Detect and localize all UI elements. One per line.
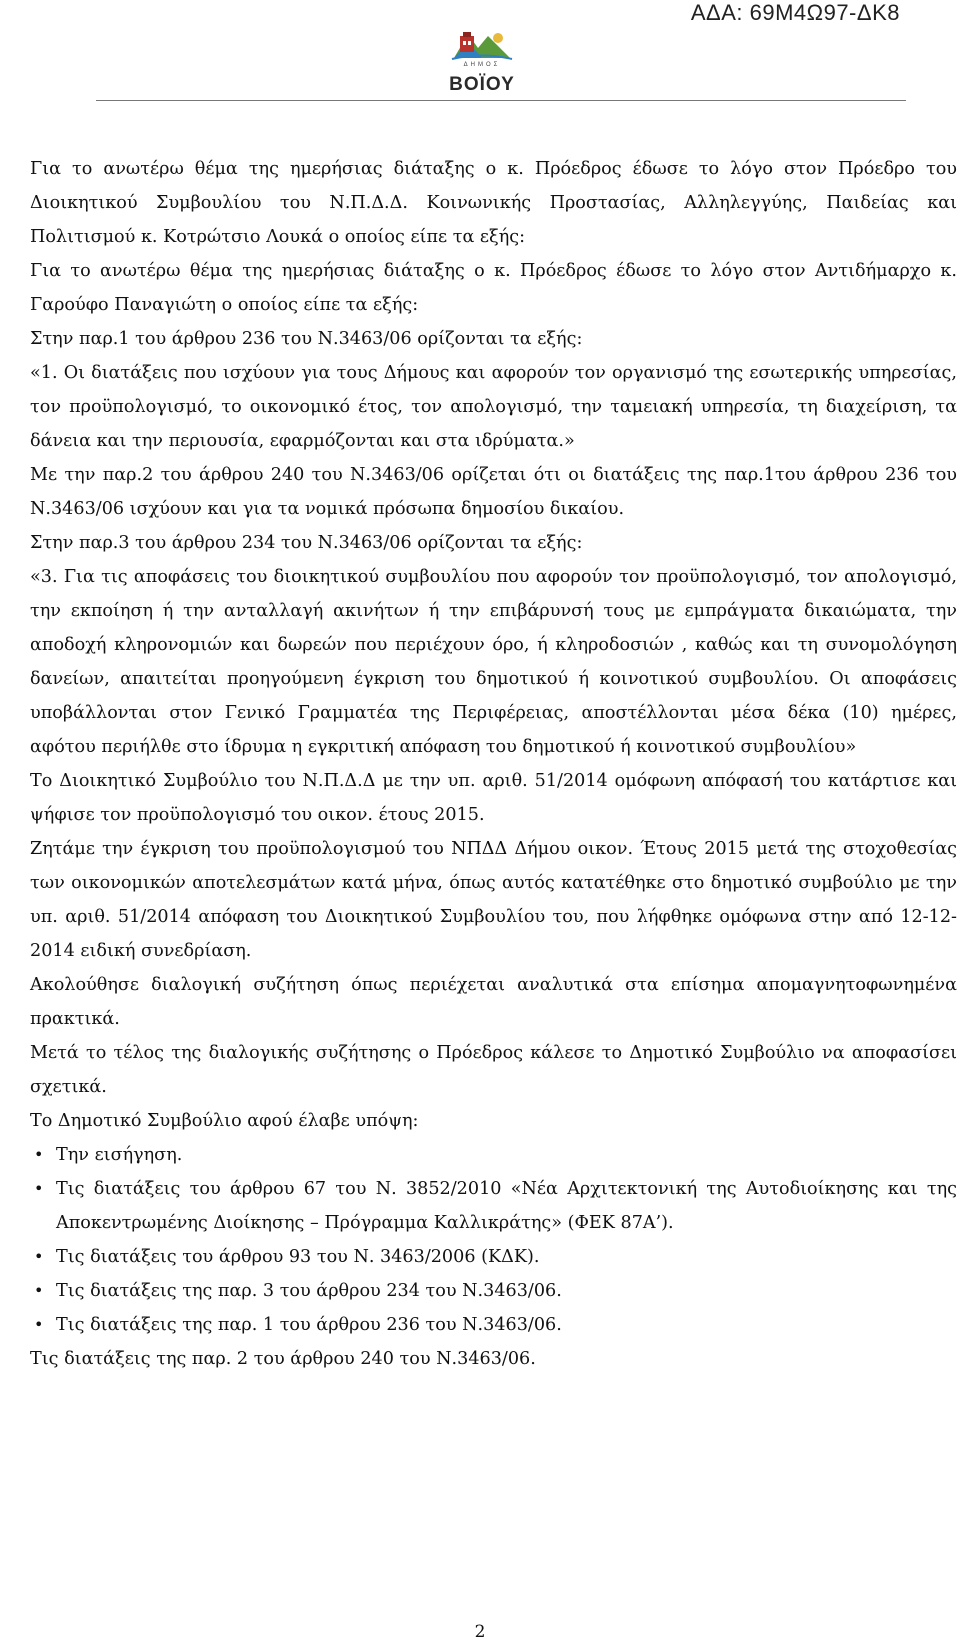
list-item-text: Τις διατάξεις της παρ. 3 του άρθρου 234 του Ν.3463/06. <box>56 1281 562 1301</box>
paragraph: Το Διοικητικό Συμβούλιο του Ν.Π.Δ.Δ με την υπ. αριθ. 51/2014 ομόφωνη απόφασή του κατάρτισε και ψήφισε τον προϋπολογισμό του οικον. έτους 2015. <box>30 771 957 825</box>
list-item <box>30 1274 957 1308</box>
paragraph: Ζητάμε την έγκριση του προϋπολογισμού του ΝΠΔΔ Δήμου οικον. Έτους 2015 μετά της στοχοθεσίας των οικονομικών αποτελεσμάτων κατά μήνα, όπως αυτός κατατέθηκε στο δημοτικό συμβούλιο με την υπ. αριθ. 51/2014 απόφαση του Διοικητικού Συμβουλίου του, που λήφθηκε ομόφωνα στην από 12-12-2014 ειδική συνεδρίαση. <box>30 839 957 961</box>
paragraph: Ακολούθησε διαλογική συζήτηση όπως περιέχεται αναλυτικά στα επίσημα απομαγνητοφωνημένα πρακτικά. <box>30 975 957 1029</box>
page-number: 2 <box>474 1622 486 1642</box>
bullet-icon: • <box>34 1179 44 1198</box>
considerations-list <box>30 1138 957 1342</box>
bullet-icon: • <box>34 1145 44 1164</box>
document-body <box>30 152 957 1376</box>
list-item <box>30 1240 957 1274</box>
header-divider <box>96 100 906 101</box>
bullet-icon: • <box>34 1315 44 1334</box>
quoted-paragraph: «3. Για τις αποφάσεις του διοικητικού συμβουλίου που αφορούν τον προϋπολογισμό, τον απολογισμό, την εκποίηση ή την ανταλλαγή ακινήτων ή την επιβάρυνσή τους με εμπράγματα δικαιώματα, την αποδοχή κληρονομιών και δωρεών που περιέχουν όρο, ή κληροδοσιών , καθώς και τη συνομολόγηση δανείων, απαιτείται προηγούμενη έγκριση του δημοτικού ή κοινοτικού συμβουλίου. Οι αποφάσεις υποβάλλονται στον Γενικό Γραμματέα της Περιφέρειας, αποστέλλονται μέσα δέκα (10) ημέρες, αφότου περιήλθε στο ίδρυμα η εγκριτική απόφαση του δημοτικού ή κοινοτικού συμβουλίου» <box>30 567 957 757</box>
closing-line: Τις διατάξεις της παρ. 2 του άρθρου 240 του Ν.3463/06. <box>30 1349 536 1369</box>
bullet-icon: • <box>34 1281 44 1300</box>
paragraph: Στην παρ.1 του άρθρου 236 του Ν.3463/06 ορίζονται τα εξής: <box>30 329 583 349</box>
logo-subtitle: ΔΗΜΟΣ <box>463 62 501 68</box>
list-item-text: Τις διατάξεις του άρθρου 93 του Ν. 3463/2006 (ΚΔΚ). <box>56 1247 540 1267</box>
municipality-logo <box>448 28 516 98</box>
paragraph: Για το ανωτέρω θέμα της ημερήσιας διάταξης ο κ. Πρόεδρος έδωσε το λόγο στον Πρόεδρο του Διοικητικού Συμβουλίου του Ν.Π.Δ.Δ. Κοινωνικής Προστασίας, Αλληλεγγύης, Παιδείας και Πολιτισμού κ. Κοτρώτσιο Λουκά ο οποίος είπε τα εξής: <box>30 159 957 247</box>
paragraph: Στην παρ.3 του άρθρου 234 του Ν.3463/06 ορίζονται τα εξής: <box>30 533 583 553</box>
ada-code: ΑΔΑ: 69Μ4Ω97-ΔΚ8 <box>690 0 900 25</box>
quoted-paragraph: «1. Οι διατάξεις που ισχύουν για τους Δήμους και αφορούν τον οργανισμό της εσωτερικής υπηρεσίας, τον προϋπολογισμό, το οικονομικό έτος, τον απολογισμό, την ταμειακή υπηρεσία, τη διαχείριση, τα δάνεια και την περιουσία, εφαρμόζονται και στα ιδρύματα.» <box>30 363 957 451</box>
paragraph: Για το ανωτέρω θέμα της ημερήσιας διάταξης ο κ. Πρόεδρος έδωσε το λόγο στον Αντιδήμαρχο κ. Γαρούφο Παναγιώτη ο οποίος είπε τα εξής: <box>30 261 957 315</box>
list-item-text: Τις διατάξεις του άρθρου 67 του Ν. 3852/2010 «Νέα Αρχιτεκτονική της Αυτοδιοίκησης και της Αποκεντρωμένης Διοίκησης – Πρόγραμμα Καλλικράτης» (ΦΕΚ 87Α’). <box>56 1179 957 1233</box>
list-item-text: Την εισήγηση. <box>56 1145 183 1165</box>
paragraph: Το Δημοτικό Συμβούλιο αφού έλαβε υπόψη: <box>30 1111 419 1131</box>
bullet-icon: • <box>34 1247 44 1266</box>
list-item-text: Τις διατάξεις της παρ. 1 του άρθρου 236 του Ν.3463/06. <box>56 1315 562 1335</box>
logo-emblem-icon <box>448 28 516 64</box>
list-item <box>30 1172 957 1240</box>
list-item <box>30 1138 957 1172</box>
logo-name: ΒΟΪΟΥ <box>449 74 515 95</box>
paragraph: Με την παρ.2 του άρθρου 240 του Ν.3463/06 ορίζεται ότι οι διατάξεις της παρ.1του άρθρου 236 του Ν.3463/06 ισχύουν και για τα νομικά πρόσωπα δημοσίου δικαίου. <box>30 465 957 519</box>
list-item <box>30 1308 957 1342</box>
paragraph: Μετά το τέλος της διαλογικής συζήτησης ο Πρόεδρος κάλεσε το Δημοτικό Συμβούλιο να αποφασίσει σχετικά. <box>30 1043 957 1097</box>
